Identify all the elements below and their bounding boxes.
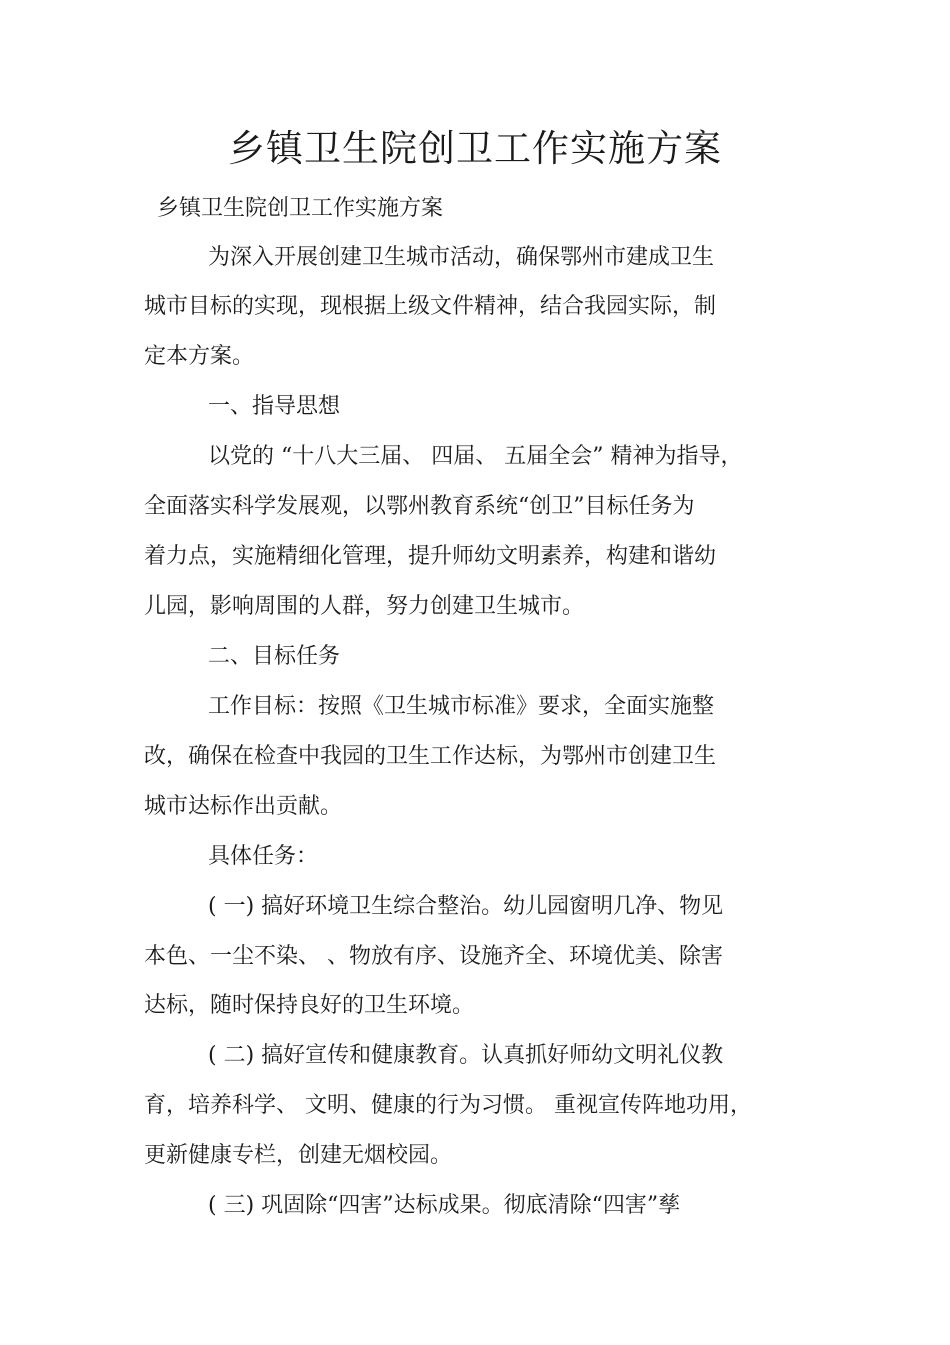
paragraph-line: 更新健康专栏，创建无烟校园。	[144, 1143, 453, 1168]
paragraph-line: 儿园，影响周围的人群，努力创建卫生城市。	[144, 594, 585, 619]
paragraph-line: ( 一) 搞好环境卫生综合整治。幼儿园窗明几净、物见	[208, 894, 724, 919]
paragraph-line: 本色、一尘不染、 、物放有序、设施齐全、环境优美、除害	[144, 944, 723, 969]
paragraph-line: 以党的 “十八大三届、 四届、 五届全会” 精神为指导，	[208, 444, 743, 469]
paragraph-line: 育，培养科学、 文明、健康的行为习惯。 重视宣传阵地功用，	[144, 1093, 752, 1118]
paragraph-line: 改，确保在检查中我园的卫生工作达标，为鄂州市创建卫生	[144, 744, 717, 769]
paragraph-line: ( 二) 搞好宣传和健康教育。认真抓好师幼文明礼仪教	[208, 1043, 724, 1068]
section-heading: 一、指导思想	[208, 394, 341, 419]
subtitle-line: 乡镇卫生院创卫工作实施方案	[157, 196, 444, 221]
paragraph-line: 工作目标：按照《卫生城市标准》要求，全面实施整	[208, 694, 715, 719]
paragraph-line: 着力点，实施精细化管理，提升师幼文明素养，构建和谐幼	[144, 544, 717, 569]
paragraph-line: 具体任务：	[208, 844, 319, 869]
paragraph-line: 为深入开展创建卫生城市活动，确保鄂州市建成卫生	[208, 245, 715, 270]
section-heading: 二、目标任务	[208, 644, 341, 669]
paragraph-line: 城市达标作出贡献。	[144, 794, 343, 819]
document-title: 乡镇卫生院创卫工作实施方案	[228, 127, 722, 170]
paragraph-line: 定本方案。	[144, 344, 255, 369]
paragraph-line: 城市目标的实现，现根据上级文件精神，结合我园实际，制	[144, 294, 717, 319]
paragraph-line: 全面落实科学发展观，以鄂州教育系统“创卫”目标任务为	[144, 494, 695, 519]
paragraph-line: 达标，随时保持良好的卫生环境。	[144, 993, 475, 1018]
paragraph-line: ( 三) 巩固除“四害”达标成果。彻底清除“四害”孳	[208, 1193, 681, 1218]
